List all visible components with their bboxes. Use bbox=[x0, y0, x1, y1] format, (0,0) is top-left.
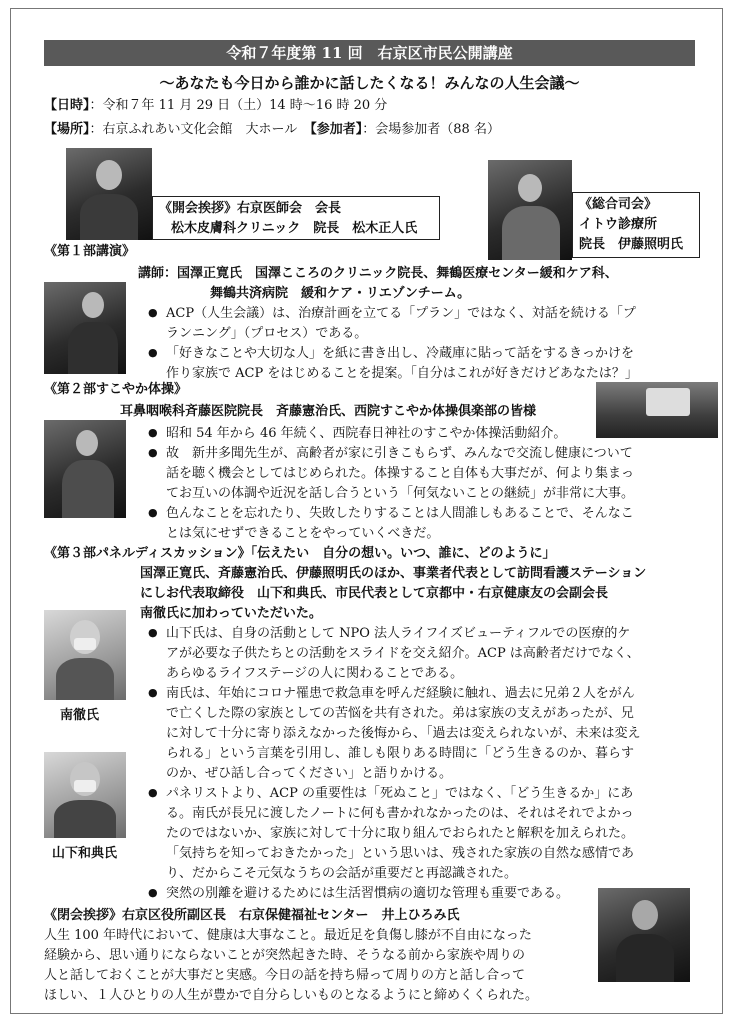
page-title: 令和７年度第 11 回 右京区市民公開講座 bbox=[44, 40, 695, 66]
part2-speaker: 耳鼻咽喉科斉藤医院院長 斉藤憲治氏、西院すこやか体操倶楽部の皆様 bbox=[120, 404, 537, 419]
caption-yamashita: 山下和典氏 bbox=[52, 846, 118, 861]
part3-heading: 《第３部パネルディスカッション》「伝えたい 自分の想い。いつ、誰に、どのように」 bbox=[44, 546, 556, 561]
opening-box bbox=[152, 196, 440, 240]
part3-b1-l1: 山下氏は、自身の活動として NPO 法人ライフイズビューティフルでの医療的ケ bbox=[166, 626, 631, 641]
photo-minami bbox=[44, 610, 126, 700]
photo-saito bbox=[44, 420, 126, 518]
part1-speaker-line1: 講師：国澤正寛氏 国澤こころのクリニック院長、舞鶴医療センター緩和ケア科、 bbox=[138, 266, 618, 281]
part2-b2-l1: 故 新井多聞先生が、高齢者が家に引きこもらず、みんなで交流し健康について bbox=[166, 446, 633, 461]
part3-b1-l2: アが必要な子供たちとの活動をスライドを交え紹介。ACP は高齢者だけでなく、 bbox=[166, 646, 640, 661]
part3-b3-l2: る。南氏が長兄に渡したノートに何も書かれなかったのは、それはそれでよかっ bbox=[166, 806, 634, 821]
photo-inoue bbox=[598, 888, 690, 982]
part3-b1-l3: あらゆるライフステージの人に関わることである。 bbox=[166, 666, 464, 681]
part3-intro-l1: 国澤正寛氏、斉藤憲治氏、伊藤照明氏のほか、事業者代表として訪問看護ステーション bbox=[140, 566, 647, 581]
part1-speaker-line2: 舞鶴共済病院 緩和ケア・リエゾンチーム。 bbox=[210, 286, 471, 301]
bullet-icon: ● bbox=[148, 346, 158, 359]
bullet-icon: ● bbox=[148, 886, 158, 899]
mc-line1: 《総合司会》 bbox=[579, 197, 658, 212]
bullet-icon: ● bbox=[148, 786, 158, 799]
photo-kunisawa bbox=[44, 282, 126, 374]
part1-heading: 《第１部講演》 bbox=[44, 244, 136, 259]
part1-b1-l2: ランニング」（プロセス）である。 bbox=[166, 326, 368, 341]
photo-exercise-group bbox=[596, 382, 718, 438]
place-value: ：右京ふれあい文化会館 大ホール bbox=[89, 122, 311, 137]
part3-b3-l4: 「気持ちを知っておきたかった」という思いは、残された家族の自然な感情であ bbox=[166, 846, 635, 861]
date-line bbox=[44, 96, 387, 116]
mc-line3: 院長 伊藤照明氏 bbox=[579, 237, 684, 252]
date-label: 【日時】 bbox=[44, 98, 90, 113]
opening-line2: 松木皮膚科クリニック 院長 松木正人氏 bbox=[171, 221, 418, 236]
part2-b2-l2: 話を聴く機会としてはじめられた。体操すること自体も大事だが、何より集まっ bbox=[166, 466, 635, 481]
page-subtitle: ～あなたも今日から誰かに話したくなる！みんなの人生会議～ bbox=[159, 74, 580, 92]
bullet-icon: ● bbox=[148, 686, 158, 699]
mc-box bbox=[572, 192, 700, 258]
part2-b3-l2: とは気にせずできることをやっていくべきだ。 bbox=[166, 526, 440, 541]
part3-b3-l3: たのではないか、家族に対して十分に取り組んでおられたと解釈を加えられた。 bbox=[166, 826, 635, 841]
part1-b2-l2: 作り家族で ACP をはじめることを提案。「自分はこれが好きだけどあなたは？」 bbox=[166, 366, 638, 381]
bullet-icon: ● bbox=[148, 506, 158, 519]
part3-b2-l3: に対して十分に寄り添えなかった後悔から、「過去は変えられないが、未来は変え bbox=[166, 726, 641, 741]
photo-matsuki bbox=[66, 148, 152, 240]
part2-b2-l3: てお互いの体調や近況を話し合うという「何気ないことの継続」が非常に大事。 bbox=[166, 486, 635, 501]
part3-b4: 突然の別離を避けるためには生活習慣病の適切な管理も重要である。 bbox=[166, 886, 570, 901]
part3-b2-l5: のか、ぜひ話し合ってください」と語りかける。 bbox=[166, 766, 453, 781]
photo-ito bbox=[488, 160, 572, 260]
photo-yamashita bbox=[44, 752, 126, 838]
participants-label: 【参加者】 bbox=[310, 122, 363, 137]
part1-b1-l1: ACP（人生会議）は、治療計画を立てる「プラン」ではなく、対話を続ける「プ bbox=[166, 306, 636, 321]
bullet-icon: ● bbox=[148, 426, 158, 439]
part3-b3-l1: パネリストより、ACP の重要性は「死ぬこと」ではなく、「どう生きるか」にあ bbox=[166, 786, 634, 801]
part3-b2-l2: で亡くした際の家族としての苦悩を共有された。弟は家族の支えがあったが、兄 bbox=[166, 706, 634, 721]
caption-minami: 南徹氏 bbox=[60, 708, 100, 723]
closing-l3: 人と話しておくことが大事だと実感。今日の話を持ち帰って周りの方と話し合って bbox=[44, 968, 526, 983]
part2-b3-l1: 色んなことを忘れたり、失敗したりすることは人間誰しもあることで、そんなこ bbox=[166, 506, 634, 521]
bullet-icon: ● bbox=[148, 306, 158, 319]
mc-line2: イトウ診療所 bbox=[579, 217, 658, 232]
closing-heading: 《閉会挨拶》右京区役所副区長 右京保健福祉センター 井上ひろみ氏 bbox=[44, 908, 460, 923]
place-line bbox=[44, 120, 500, 140]
part3-intro-l3: 南徹氏に加わっていただいた。 bbox=[140, 606, 322, 621]
bullet-icon: ● bbox=[148, 626, 158, 639]
participants-value: ：会場参加者（88 名） bbox=[362, 122, 500, 137]
part3-b3-l5: り、だからこそ元気なうちの会話が重要だと再認識された。 bbox=[166, 866, 518, 881]
part1-b2-l1: 「好きなことや大切な人」を紙に書き出し、冷蔵庫に貼って話をするきっかけを bbox=[166, 346, 635, 361]
opening-line1: 《開会挨拶》右京医師会 会長 bbox=[159, 201, 342, 216]
part2-heading: 《第２部すこやか体操》 bbox=[44, 382, 188, 397]
bullet-icon: ● bbox=[148, 446, 158, 459]
closing-l4: ほしい、１人ひとりの人生が豊かで自分らしいものとなるようにと締めくくられた。 bbox=[44, 988, 539, 1003]
part2-b1: 昭和 54 年から 46 年続く、西院春日神社のすこやか体操活動紹介。 bbox=[166, 426, 567, 441]
part3-b2-l1: 南氏は、年始にコロナ罹患で救急車を呼んだ経験に触れ、過去に兄弟２人をがん bbox=[166, 686, 635, 701]
closing-l1: 人生 100 年時代において、健康は大事なこと。最近足を負傷し膝が不自由になった bbox=[44, 928, 532, 943]
part3-b2-l4: られる」という言葉を引用し、誰しも限りある時間に「どう生きるのか、暮らす bbox=[166, 746, 635, 761]
place-label: 【場所】 bbox=[44, 122, 90, 137]
date-value: ：令和７年 11 月 29 日（土）14 時～16 時 20 分 bbox=[89, 98, 388, 113]
closing-l2: 経験から、思い通りにならないことが突然起きた時、そうなる前から家族や周りの bbox=[44, 948, 526, 963]
part3-intro-l2: にしお代表取締役 山下和典氏、市民代表として京都中・右京健康友の会副会長 bbox=[140, 586, 609, 601]
